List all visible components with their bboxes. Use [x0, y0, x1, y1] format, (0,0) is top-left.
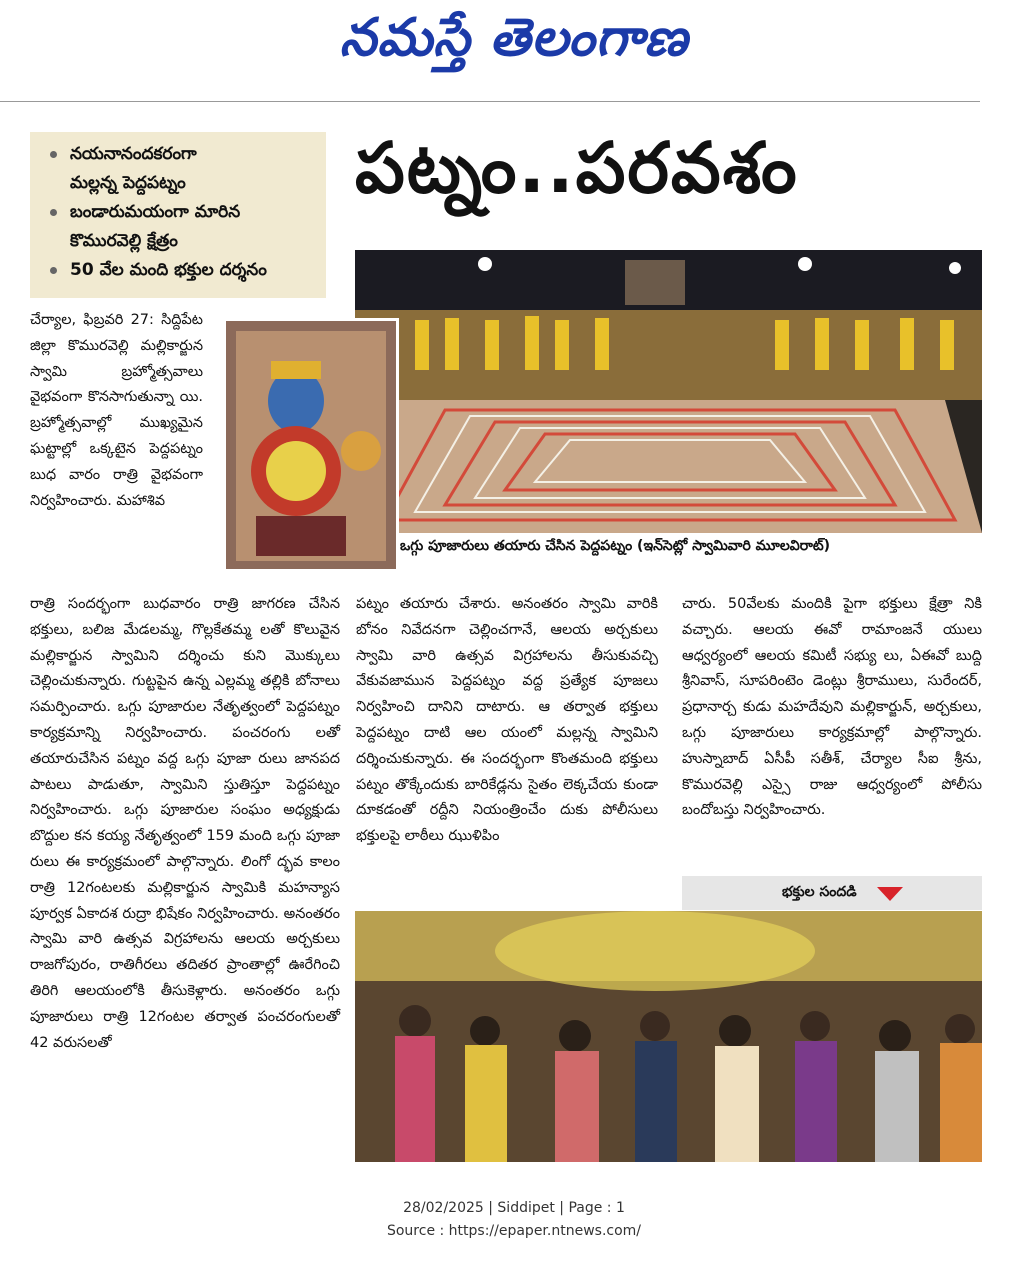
article-column-1	[30, 592, 340, 1056]
crowd-tag-label: భక్తుల సందడి	[782, 884, 857, 900]
article-col1-text: రాత్రి సందర్భంగా బుధవారం రాత్రి జాగరణ చేసిన భక్తులు, బలిజ మేడలమ్మ, గొల్లకేతమ్మ లతో కొలువైన మల్లికార్జున స్వామిని దర్శించు కుని మొక్కులు చెల్లించుకున్నారు. గుట్టపైన ఉన్న ఎల్లమ్మ తల్లికి బోనాలు సమర్పించారు. ఒగ్గు పూజారుల నేతృత్వంలో పెద్దపట్నం కార్యక్రమాన్ని నిర్వహించారు. పంచరంగు లతో తయారుచేసిన పట్నం వద్ద ఒగ్గు పూజా రులు జానపద పాటలు పాడుతూ, స్వామిని స్తుతిస్తూ పెద్దపట్నం నిర్వహించారు. ఒగ్గు పూజారుల సంఘం అధ్యక్షుడు బొద్దుల కన కయ్య నేతృత్వంలో 159 మంది ఒగ్గు పూజా రులు ఈ కార్యక్రమంలో పాల్గొన్నారు. లింగో ద్భవ కాలం రాత్రి 12గంటలకు మల్లికార్జున స్వామికి మహన్యాస పూర్వక ఏకాదశ రుద్రా భిషేకం నిర్వహించారు. అనంతరం స్వామి వారి ఉత్సవ విగ్రహాలను ఆలయ అర్చకులు రాజగోపురం, రాతిగీరలు తదితర ప్రాంతాల్లో ఊరేగించి తిరిగి ఆలయంలోకి తీసుకెళ్లారు. అనంతరం ఒగ్గు పూజారులు రాత్రి 12గంటల తర్వాత పంచరంగులతో 42 వరుసలతో	[30, 596, 340, 1051]
article-column-1-top	[30, 308, 203, 514]
highlights-box	[30, 132, 326, 298]
highlight-1-cont: మల్లన్న పెద్దపట్నం	[70, 173, 186, 193]
patnam-photo	[355, 250, 982, 533]
article-col2-text: పట్నం తయారు చేశారు. అనంతరం స్వామి వారికి బోనం నివేదనగా చెల్లించగానే, ఆలయ అర్చకులు స్వామి వారి ఉత్సవ విగ్రహాలను తీసుకువచ్చి వేకువజామున పెద్దపట్నం వద్ద ప్రత్యేక పూజలు నిర్వహించి దానిని దాటారు. ఆ తర్వాత భక్తులు పెద్దపట్నం దాటి ఆల యంలో మల్లన్న స్వామిని దర్శించుకున్నారు. ఈ సందర్భంగా కొంతమంది భక్తులు పట్నం తొక్కేందుకు బారికేడ్లను సైతం లెక్కచేయ కుండా దూకడంతో రద్దీని నియంత్రించేం దుకు పోలీసులు భక్తులపై లాఠీలు ఝుళిపిం	[356, 596, 658, 845]
highlight-1: నయనానందకరంగా	[50, 140, 326, 169]
top-photo-caption: ఒగ్గు పూజారులు తయారు చేసిన పెద్దపట్నం (ఇన్‌సెట్లో స్వామివారి మూలవిరాట్)	[400, 538, 831, 554]
footer-source: Source : https://epaper.ntnews.com/	[386, 1223, 642, 1239]
crowd-photo	[355, 911, 982, 1162]
article-col3-text: చారు. 50వేలకు మందికి పైగా భక్తులు క్షేత్రా నికి వచ్చారు. ఆలయ ఈవో రామాంజనే యులు ఆధ్వర్యంలో ఆలయ కమిటీ సభ్యు లు, ఏఈవో బుద్ది శ్రీనివాస్, సూపరింటెం డెంట్లు శ్రీరాములు, సురేందర్, ప్రధానార్చ కుడు మహదేవుని మల్లికార్జున్, అర్చకులు, ఒగ్గు పూజారులు కార్యక్రమాల్లో పాల్గొన్నారు. హుస్నాబాద్ ఏసీపీ సతీశ్, చేర్యాల సీఐ శ్రీను, కొమురవెల్లి ఎస్సై రాజు ఆధ్వర్యంలో పోలీసు బందోబస్తు నిర్వహించారు.	[682, 596, 982, 819]
highlight-3: 50 వేల మంది భక్తుల దర్శనం	[50, 256, 326, 285]
crowd-tag	[682, 876, 982, 910]
article-col1-top-text: చేర్యాల, ఫిబ్రవరి 27: సిద్దిపేట జిల్లా కొమురవెల్లి మల్లికార్జున స్వామి బ్రహ్మోత్సవాలు వైభవంగా కొనసాగుతున్నా యి. బ్రహ్మోత్సవాల్లో ముఖ్యమైన ఘట్టాల్లో ఒక్కటైన పెద్దపట్నం బుధ వారం రాత్రి వైభవంగా నిర్వహించారు. మహాశివ	[30, 312, 203, 509]
triangle-down-icon	[877, 887, 903, 901]
article-column-3	[682, 592, 982, 824]
masthead: నమస్తే తెలంగాణ	[339, 8, 689, 68]
deity-inset-photo	[223, 318, 399, 572]
masthead-rule	[0, 101, 980, 102]
headline: పట్నం..పరవశం	[355, 127, 799, 209]
footer-date-edition: 28/02/2025 | Siddipet | Page : 1	[403, 1200, 625, 1216]
highlight-2: బండారుమయంగా మారిన	[50, 198, 326, 227]
article-column-2	[356, 592, 658, 850]
highlight-2-cont: కొమురవెల్లి క్షేత్రం	[70, 231, 178, 251]
